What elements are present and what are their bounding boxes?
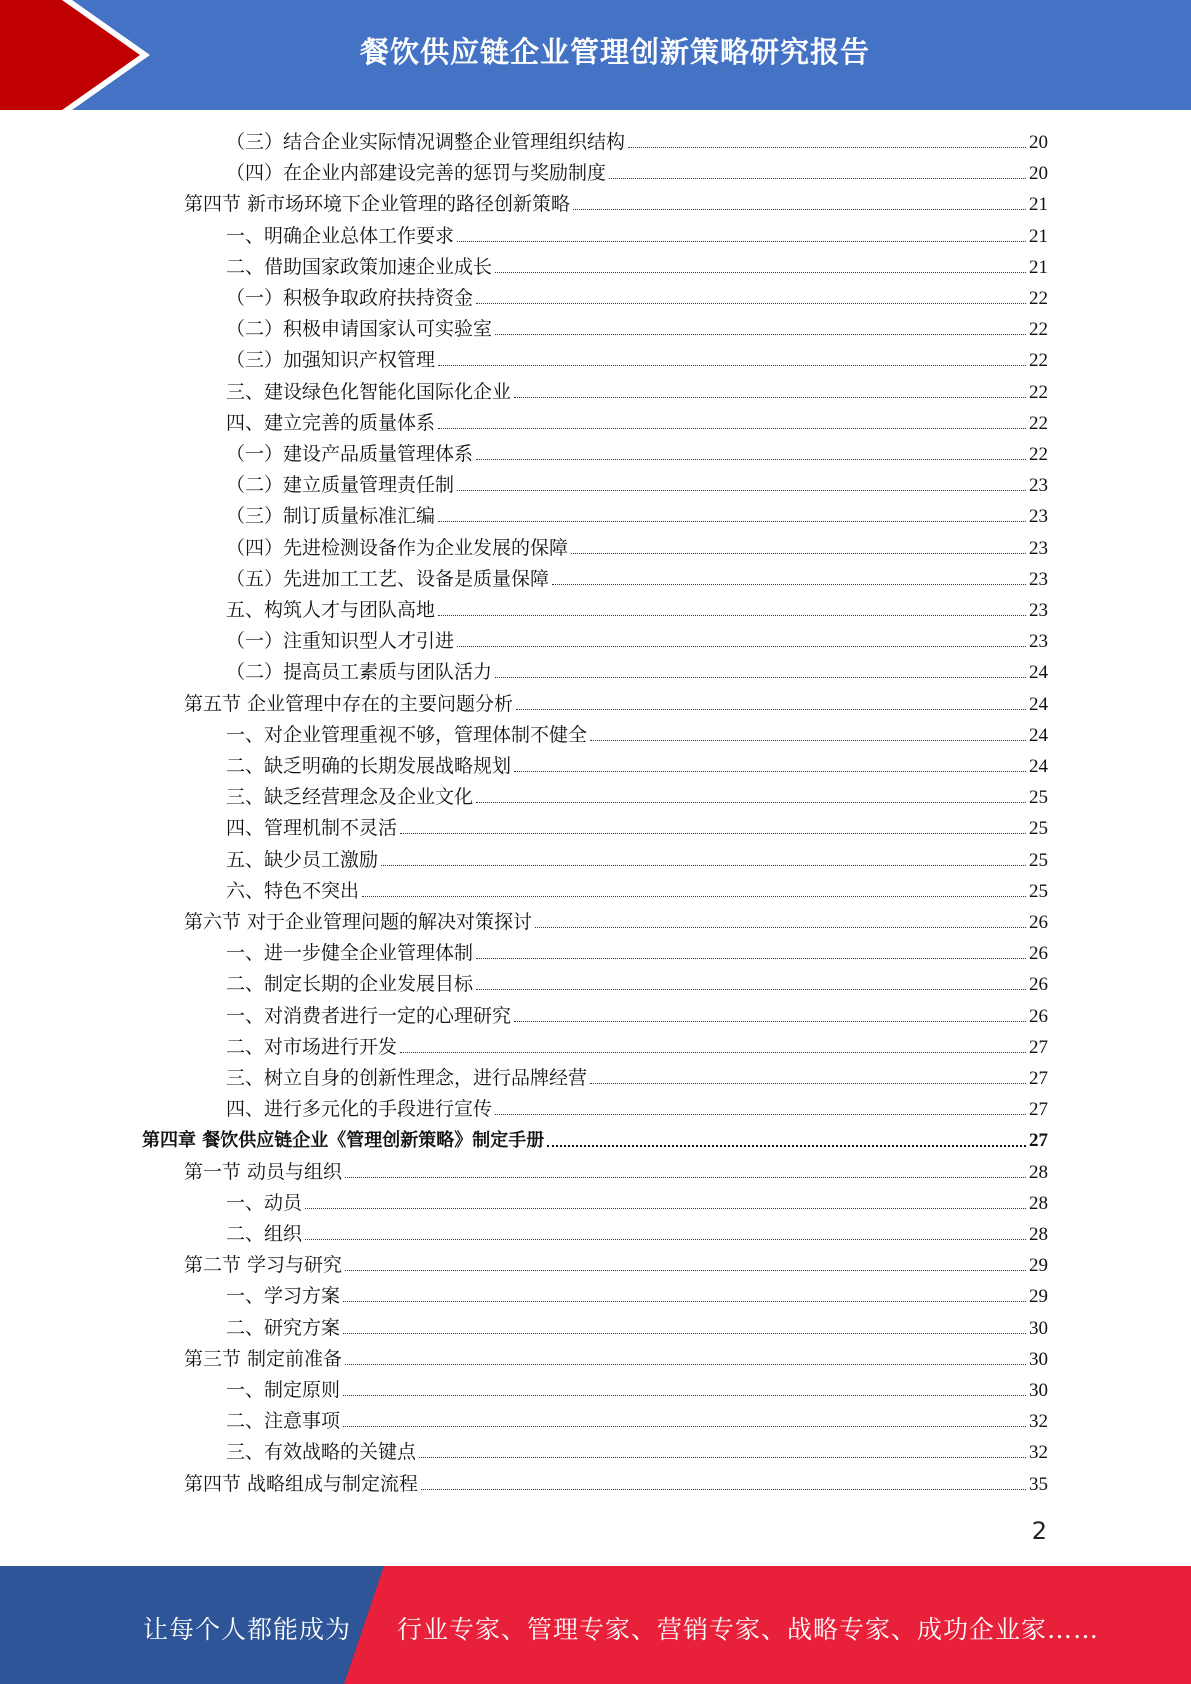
toc-entry[interactable] xyxy=(0,845,1191,876)
toc-entry-title: 五、缺少员工激励 xyxy=(226,848,379,871)
toc-entry-page: 23 xyxy=(1029,568,1048,590)
toc-dot-leader xyxy=(571,533,1026,554)
toc-entry-title: 第二节 学习与研究 xyxy=(184,1254,343,1277)
toc-entry[interactable] xyxy=(0,533,1191,564)
toc-entry[interactable] xyxy=(0,345,1191,376)
toc-entry-title: 第四节 战略组成与制定流程 xyxy=(184,1472,419,1495)
toc-entry-page: 25 xyxy=(1029,818,1048,840)
toc-entry-title: 三、树立自身的创新性理念，进行品牌经营 xyxy=(226,1067,588,1089)
toc-dot-leader xyxy=(547,1125,1026,1147)
toc-entry-title: 二、注意事项 xyxy=(226,1410,341,1433)
toc-entry[interactable] xyxy=(0,1406,1191,1437)
toc-dot-leader xyxy=(457,626,1026,647)
toc-entry-title: （三）结合企业实际情况调整企业管理组织结构 xyxy=(226,131,626,153)
toc-entry-page: 24 xyxy=(1029,756,1048,777)
toc-entry-page: 21 xyxy=(1029,194,1048,216)
toc-entry-title: 三、有效战略的关键点 xyxy=(226,1441,417,1464)
toc-entry-title: （一）建设产品质量管理体系 xyxy=(226,443,474,465)
toc-entry[interactable] xyxy=(0,938,1191,969)
toc-dot-leader xyxy=(438,501,1026,522)
toc-entry-title: 第六节 对于企业管理问题的解决对策探讨 xyxy=(184,911,533,933)
toc-entry[interactable] xyxy=(0,158,1191,189)
toc-dot-leader xyxy=(343,1375,1026,1396)
toc-dot-leader xyxy=(381,845,1026,866)
toc-entry[interactable] xyxy=(0,1437,1191,1468)
toc-entry-page: 29 xyxy=(1029,1255,1048,1277)
toc-entry-page: 23 xyxy=(1029,537,1048,559)
toc-entry-page: 22 xyxy=(1029,412,1048,434)
toc-dot-leader xyxy=(476,938,1026,959)
toc-entry-title: 六、特色不突出 xyxy=(226,879,360,902)
toc-entry-title: （二）积极申请国家认可实验室 xyxy=(226,318,493,341)
toc-entry[interactable] xyxy=(0,1001,1191,1032)
toc-entry-page: 27 xyxy=(1029,1068,1048,1089)
toc-entry-page: 25 xyxy=(1029,849,1048,871)
toc-entry[interactable] xyxy=(0,1344,1191,1375)
toc-entry-page: 21 xyxy=(1029,225,1048,247)
toc-entry-title: 二、制定长期的企业发展目标 xyxy=(226,973,474,996)
toc-dot-leader xyxy=(457,470,1026,491)
toc-dot-leader xyxy=(343,1313,1026,1334)
toc-entry-title: 第五节 企业管理中存在的主要问题分析 xyxy=(184,692,514,715)
toc-dot-leader xyxy=(590,720,1026,741)
toc-entry[interactable] xyxy=(0,1094,1191,1125)
toc-entry-page: 26 xyxy=(1029,1005,1048,1027)
toc-dot-leader xyxy=(457,221,1026,242)
toc-dot-leader xyxy=(516,689,1026,710)
page-number: 2 xyxy=(1031,1517,1047,1545)
toc-dot-leader xyxy=(514,751,1026,772)
document-footer xyxy=(0,1566,1191,1684)
toc-entry[interactable] xyxy=(0,720,1191,751)
toc-entry-page: 27 xyxy=(1029,1036,1048,1058)
toc-entry-page: 26 xyxy=(1029,943,1048,965)
toc-entry-page: 30 xyxy=(1029,1380,1048,1401)
footer-slogan-right: 行业专家、管理专家、营销专家、战略专家、成功企业家…… xyxy=(397,1615,1100,1644)
toc-entry[interactable] xyxy=(0,314,1191,345)
toc-entry-page: 22 xyxy=(1029,381,1048,403)
toc-entry-title: 二、缺乏明确的长期发展战略规划 xyxy=(226,755,512,777)
toc-dot-leader xyxy=(345,1250,1026,1271)
toc-entry[interactable] xyxy=(0,283,1191,314)
toc-entry-title: （五）先进加工工艺、设备是质量保障 xyxy=(226,567,550,590)
toc-entry-page: 25 xyxy=(1029,880,1048,902)
toc-entry-title: （三）加强知识产权管理 xyxy=(226,349,436,372)
toc-dot-leader xyxy=(305,1219,1026,1240)
toc-entry-title: （四）先进检测设备作为企业发展的保障 xyxy=(226,536,569,559)
toc-dot-leader xyxy=(573,189,1026,210)
toc-dot-leader xyxy=(419,1437,1026,1458)
toc-entry-title: （一）注重知识型人才引进 xyxy=(226,630,455,653)
toc-entry-title: 二、研究方案 xyxy=(226,1316,341,1339)
toc-entry[interactable] xyxy=(0,876,1191,907)
toc-dot-leader xyxy=(343,1281,1026,1302)
toc-entry[interactable] xyxy=(0,1032,1191,1063)
toc-entry-page: 24 xyxy=(1029,724,1048,746)
toc-dot-leader xyxy=(476,782,1026,803)
toc-dot-leader xyxy=(400,813,1026,834)
toc-entry[interactable] xyxy=(0,1250,1191,1281)
toc-entry-title: 第三节 制定前准备 xyxy=(184,1347,343,1370)
toc-entry-title: 第四章 餐饮供应链企业《管理创新策略》制定手册 xyxy=(142,1130,545,1152)
toc-entry-title: （三）制订质量标准汇编 xyxy=(226,505,436,528)
toc-entry-title: 一、制定原则 xyxy=(226,1379,341,1401)
toc-dot-leader xyxy=(362,876,1026,897)
toc-entry[interactable] xyxy=(0,751,1191,782)
toc-entry-title: 三、建设绿色化智能化国际化企业 xyxy=(226,380,512,403)
toc-entry-page: 25 xyxy=(1029,787,1048,809)
toc-entry[interactable] xyxy=(0,907,1191,938)
toc-entry[interactable] xyxy=(0,377,1191,408)
toc-entry-page: 28 xyxy=(1029,1192,1048,1214)
toc-dot-leader xyxy=(628,127,1026,148)
toc-dot-leader xyxy=(400,1032,1026,1053)
toc-entry[interactable] xyxy=(0,969,1191,1000)
toc-entry[interactable] xyxy=(0,657,1191,688)
toc-entry[interactable] xyxy=(0,501,1191,532)
toc-dot-leader xyxy=(476,439,1026,460)
toc-entry-title: 第一节 动员与组织 xyxy=(184,1160,343,1183)
toc-dot-leader xyxy=(476,283,1026,304)
toc-chapter-entry[interactable] xyxy=(0,1125,1191,1156)
toc-entry-page: 23 xyxy=(1029,631,1048,653)
toc-entry-title: 一、进一步健全企业管理体制 xyxy=(226,942,474,965)
toc-entry[interactable] xyxy=(0,470,1191,501)
toc-entry-title: 二、借助国家政策加速企业成长 xyxy=(226,255,493,278)
toc-entry-page: 23 xyxy=(1029,475,1048,497)
toc-entry-title: 四、建立完善的质量体系 xyxy=(226,411,436,434)
toc-dot-leader xyxy=(552,564,1026,585)
toc-entry[interactable] xyxy=(0,626,1191,657)
toc-entry-title: 一、对企业管理重视不够，管理体制不健全 xyxy=(226,723,588,746)
toc-entry[interactable] xyxy=(0,1219,1191,1250)
toc-entry-title: 二、对市场进行开发 xyxy=(226,1035,398,1058)
toc-entry-page: 35 xyxy=(1029,1473,1048,1495)
toc-entry-page: 26 xyxy=(1029,912,1048,933)
toc-dot-leader xyxy=(514,1001,1026,1022)
toc-entry[interactable] xyxy=(0,595,1191,626)
toc-entry[interactable] xyxy=(0,189,1191,220)
toc-entry-page: 20 xyxy=(1029,132,1048,153)
toc-dot-leader xyxy=(345,1157,1026,1178)
toc-entry-title: （一）积极争取政府扶持资金 xyxy=(226,287,474,309)
toc-entry-page: 21 xyxy=(1029,256,1048,278)
toc-entry-title: 一、对消费者进行一定的心理研究 xyxy=(226,1004,512,1027)
toc-entry-page: 22 xyxy=(1029,319,1048,341)
toc-entry-page: 22 xyxy=(1029,288,1048,309)
toc-dot-leader xyxy=(438,345,1026,366)
toc-dot-leader xyxy=(495,252,1026,273)
toc-entry-page: 24 xyxy=(1029,662,1048,684)
toc-dot-leader xyxy=(421,1469,1026,1490)
toc-entry-page: 32 xyxy=(1029,1411,1048,1433)
toc-dot-leader xyxy=(609,158,1026,179)
toc-entry[interactable] xyxy=(0,1281,1191,1312)
toc-entry[interactable] xyxy=(0,1375,1191,1406)
toc-entry[interactable] xyxy=(0,439,1191,470)
toc-entry[interactable] xyxy=(0,1313,1191,1344)
footer-slogan-left: 让每个人都能成为 xyxy=(143,1615,352,1644)
toc-entry[interactable] xyxy=(0,1188,1191,1219)
toc-dot-leader xyxy=(495,314,1026,335)
toc-entry-page: 22 xyxy=(1029,350,1048,372)
toc-entry-page: 29 xyxy=(1029,1286,1048,1308)
toc-entry-page: 28 xyxy=(1029,1161,1048,1183)
toc-entry-title: 五、构筑人才与团队高地 xyxy=(226,599,436,621)
report-title: 餐饮供应链企业管理创新策略研究报告 xyxy=(359,35,870,69)
toc-dot-leader xyxy=(438,408,1026,429)
toc-entry[interactable] xyxy=(0,813,1191,844)
toc-entry[interactable] xyxy=(0,1063,1191,1094)
toc-entry-title: 一、明确企业总体工作要求 xyxy=(226,224,455,247)
toc-entry-title: （四）在企业内部建设完善的惩罚与奖励制度 xyxy=(226,162,607,185)
toc-entry-page: 26 xyxy=(1029,974,1048,996)
toc-entry[interactable] xyxy=(0,782,1191,813)
toc-entry-page: 22 xyxy=(1029,444,1048,465)
toc-entry[interactable] xyxy=(0,252,1191,283)
toc-entry[interactable] xyxy=(0,1469,1191,1500)
toc-entry-page: 28 xyxy=(1029,1224,1048,1245)
toc-entry[interactable] xyxy=(0,408,1191,439)
toc-entry-title: 一、动员 xyxy=(226,1191,303,1214)
document-header xyxy=(0,0,1191,110)
toc-entry-page: 27 xyxy=(1029,1130,1048,1152)
toc-dot-leader xyxy=(343,1406,1026,1427)
toc-entry[interactable] xyxy=(0,127,1191,158)
toc-entry-page: 30 xyxy=(1029,1317,1048,1339)
toc-entry-page: 30 xyxy=(1029,1348,1048,1370)
toc-dot-leader xyxy=(345,1344,1026,1365)
toc-dot-leader xyxy=(495,1094,1026,1115)
toc-entry-page: 24 xyxy=(1029,693,1048,715)
toc-dot-leader xyxy=(590,1063,1026,1084)
toc-entry[interactable] xyxy=(0,689,1191,720)
toc-entry-page: 27 xyxy=(1029,1099,1048,1121)
toc-entry-title: 二、组织 xyxy=(226,1223,303,1245)
toc-entry-title: 四、管理机制不灵活 xyxy=(226,817,398,840)
toc-dot-leader xyxy=(438,595,1026,616)
toc-dot-leader xyxy=(476,969,1026,990)
toc-dot-leader xyxy=(305,1188,1026,1209)
toc-entry-page: 20 xyxy=(1029,163,1048,185)
toc-entry-title: 四、进行多元化的手段进行宣传 xyxy=(226,1098,493,1121)
toc-entry-title: 一、学习方案 xyxy=(226,1285,341,1308)
toc-dot-leader xyxy=(495,657,1026,678)
toc-dot-leader xyxy=(514,377,1026,398)
toc-entry-page: 32 xyxy=(1029,1442,1048,1464)
toc-entry-title: 三、缺乏经营理念及企业文化 xyxy=(226,786,474,809)
toc-dot-leader xyxy=(535,907,1026,928)
toc-entry-title: （二）建立质量管理责任制 xyxy=(226,474,455,497)
toc-entry[interactable] xyxy=(0,221,1191,252)
toc-entry-title: 第四节 新市场环境下企业管理的路径创新策略 xyxy=(184,193,571,216)
toc-entry[interactable] xyxy=(0,1157,1191,1188)
toc-entry-page: 23 xyxy=(1029,600,1048,621)
toc-entry-page: 23 xyxy=(1029,506,1048,528)
toc-entry-title: （二）提高员工素质与团队活力 xyxy=(226,661,493,684)
toc-entry[interactable] xyxy=(0,564,1191,595)
